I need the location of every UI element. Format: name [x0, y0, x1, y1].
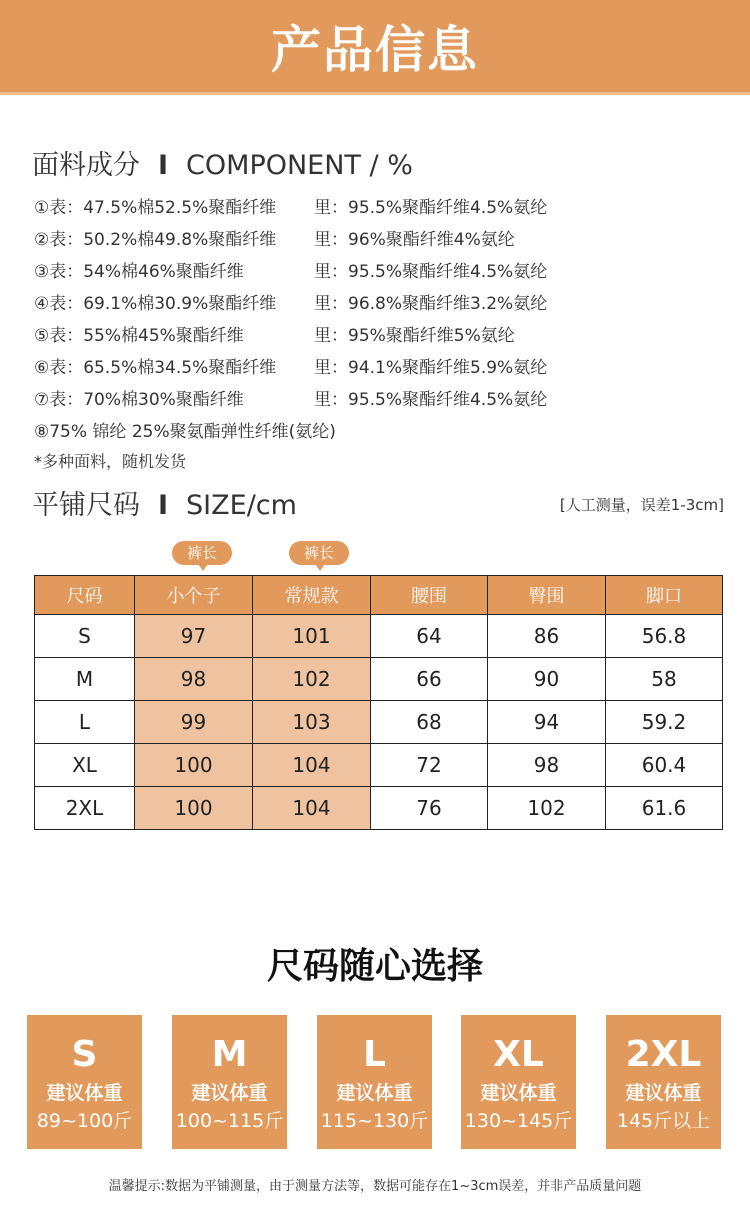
- table-cell: XL: [35, 744, 135, 787]
- size-title-separator: I: [158, 490, 169, 521]
- table-cell: 90: [488, 658, 606, 701]
- card-weight-range: 89~100斤: [36, 1110, 133, 1132]
- table-cell: 68: [371, 701, 488, 744]
- size-card-l: [317, 1015, 432, 1149]
- card-size: M: [211, 1034, 248, 1075]
- component-row: [34, 256, 594, 288]
- length-tag: 裤长: [172, 541, 232, 565]
- size-card-s: [27, 1015, 142, 1149]
- table-cell: 59.2: [606, 701, 723, 744]
- table-cell: 98: [488, 744, 606, 787]
- lining-fabric: 里：96.8%聚酯纤维3.2%氨纶: [314, 294, 548, 314]
- component-title-separator: I: [158, 150, 169, 181]
- card-label: 建议体重: [336, 1082, 413, 1104]
- component-extra: ⑧75% 锦纶 25%聚氨酯弹性纤维(氨纶): [34, 422, 336, 442]
- outer-fabric: ②表：50.2%棉49.8%聚酯纤维: [34, 230, 277, 250]
- component-section-title: [32, 143, 413, 182]
- table-cell: 94: [488, 701, 606, 744]
- lining-fabric: 里：94.1%聚酯纤维5.9%氨纶: [314, 358, 548, 378]
- column-header-petite: 小个子: [135, 576, 253, 615]
- table-cell: 66: [371, 658, 488, 701]
- table-row: [35, 701, 723, 744]
- size-pick-title: 尺码随心选择: [266, 946, 483, 987]
- table-cell: 100: [135, 787, 253, 830]
- component-row: [34, 192, 594, 224]
- table-cell: 72: [371, 744, 488, 787]
- component-row: [34, 384, 594, 416]
- length-tag: 裤长: [289, 541, 349, 565]
- table-cell: 64: [371, 615, 488, 658]
- table-cell: 100: [135, 744, 253, 787]
- component-title-en: COMPONENT / %: [186, 150, 413, 181]
- card-size: XL: [493, 1034, 544, 1075]
- lining-fabric: 里：95.5%聚酯纤维4.5%氨纶: [314, 262, 548, 282]
- table-cell: 2XL: [35, 787, 135, 830]
- table-cell: 101: [253, 615, 371, 658]
- table-cell: L: [35, 701, 135, 744]
- component-title-cn: 面料成分: [32, 150, 140, 181]
- table-cell: 99: [135, 701, 253, 744]
- lining-fabric: 里：95.5%聚酯纤维4.5%氨纶: [314, 198, 548, 218]
- card-size: L: [363, 1034, 386, 1075]
- card-size: 2XL: [625, 1034, 702, 1075]
- component-row: [34, 288, 594, 320]
- header-banner: [0, 0, 750, 95]
- lining-fabric: 里：96%聚酯纤维4%氨纶: [314, 230, 515, 250]
- table-cell: 97: [135, 615, 253, 658]
- table-cell: 104: [253, 787, 371, 830]
- lining-fabric: 里：95.5%聚酯纤维4.5%氨纶: [314, 390, 548, 410]
- size-title-cn: 平铺尺码: [32, 490, 140, 521]
- outer-fabric: ①表：47.5%棉52.5%聚酯纤维: [34, 198, 277, 218]
- table-cell: 102: [488, 787, 606, 830]
- size-title-en: SIZE/cm: [186, 490, 297, 521]
- size-card-2xl: [606, 1015, 721, 1149]
- outer-fabric: ④表：69.1%棉30.9%聚酯纤维: [34, 294, 277, 314]
- card-label: 建议体重: [46, 1082, 123, 1104]
- table-cell: 86: [488, 615, 606, 658]
- component-row: [34, 352, 594, 384]
- outer-fabric: ⑤表：55%棉45%聚酯纤维: [34, 326, 244, 346]
- table-cell: 76: [371, 787, 488, 830]
- size-card-xl: [461, 1015, 576, 1149]
- table-cell: 58: [606, 658, 723, 701]
- measure-note: [人工测量，误差1-3cm]: [559, 496, 724, 514]
- lining-fabric: 里：95%聚酯纤维5%氨纶: [314, 326, 515, 346]
- outer-fabric: ③表：54%棉46%聚酯纤维: [34, 262, 244, 282]
- card-label: 建议体重: [191, 1082, 268, 1104]
- component-row: [34, 320, 594, 352]
- table-cell: 104: [253, 744, 371, 787]
- card-label: 建议体重: [625, 1082, 702, 1104]
- card-weight-range: 145斤以上: [616, 1110, 711, 1132]
- card-weight-range: 115~130斤: [320, 1110, 429, 1132]
- table-header-row: [35, 576, 723, 615]
- table-cell: 98: [135, 658, 253, 701]
- footer-note: 温馨提示:数据为平铺测量，由于测量方法等，数据可能存在1~3cm误差，并非产品质量问题: [108, 1179, 642, 1194]
- column-header-hip: 臀围: [488, 576, 606, 615]
- size-section-title: [32, 483, 297, 522]
- table-cell: 60.4: [606, 744, 723, 787]
- component-row: [34, 224, 594, 256]
- outer-fabric: ⑥表：65.5%棉34.5%聚酯纤维: [34, 358, 277, 378]
- table-cell: 103: [253, 701, 371, 744]
- table-cell: 61.6: [606, 787, 723, 830]
- card-label: 建议体重: [480, 1082, 557, 1104]
- outer-fabric: ⑦表：70%棉30%聚酯纤维: [34, 390, 244, 410]
- size-table: [34, 575, 723, 830]
- column-header-size: 尺码: [35, 576, 135, 615]
- table-row: [35, 658, 723, 701]
- table-cell: 102: [253, 658, 371, 701]
- banner-title: 产品信息: [271, 21, 479, 79]
- table-row: [35, 615, 723, 658]
- size-card-m: [172, 1015, 287, 1149]
- card-weight-range: 100~115斤: [175, 1110, 284, 1132]
- table-cell: S: [35, 615, 135, 658]
- card-size: S: [71, 1034, 98, 1075]
- column-header-hem: 脚口: [606, 576, 723, 615]
- column-header-waist: 腰围: [371, 576, 488, 615]
- table-cell: M: [35, 658, 135, 701]
- column-header-regular: 常规款: [253, 576, 371, 615]
- table-row: [35, 787, 723, 830]
- table-row: [35, 744, 723, 787]
- random-fabric-note: *多种面料，随机发货: [34, 452, 187, 471]
- table-cell: 56.8: [606, 615, 723, 658]
- card-weight-range: 130~145斤: [464, 1110, 573, 1132]
